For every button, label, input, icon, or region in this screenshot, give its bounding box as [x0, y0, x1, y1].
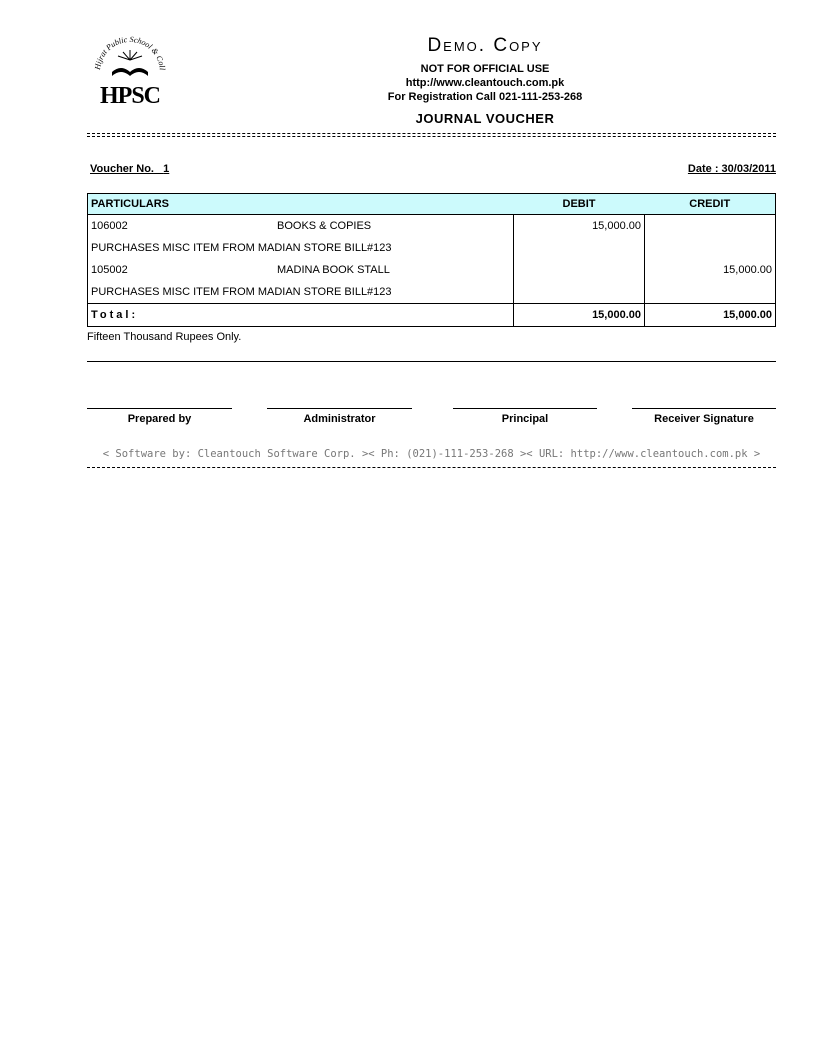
principal-label: Principal	[501, 413, 549, 425]
total-credit: 15,000.00	[645, 304, 776, 327]
total-row	[88, 304, 776, 327]
prepared-by-label: Prepared by	[127, 413, 192, 425]
footer-divider	[87, 467, 776, 468]
narration: PURCHASES MISC ITEM FROM MADIAN STORE BILL#123	[88, 281, 514, 304]
receiver-signature-label: Receiver Signature	[654, 413, 754, 425]
section-divider	[87, 361, 776, 362]
table-row	[88, 215, 776, 238]
header-divider-bottom	[87, 136, 776, 137]
account-name: BOOKS & COPIES	[277, 220, 372, 232]
signature-line-administrator	[267, 408, 412, 409]
account-code: 106002	[91, 220, 128, 232]
debit-amount	[514, 259, 645, 281]
account-name: MADINA BOOK STALL	[277, 264, 390, 276]
svg-text:HPSC: HPSC	[99, 83, 161, 109]
account-code: 105002	[91, 264, 128, 276]
svg-text:Hijrat Public School & College: Hijrat Public School & Coll	[93, 34, 167, 71]
debit-amount: 15,000.00	[514, 215, 645, 238]
particulars-header: PARTICULARS	[88, 194, 514, 215]
narration: PURCHASES MISC ITEM FROM MADIAN STORE BILL#123	[88, 237, 514, 259]
signature-line-receiver	[632, 408, 776, 409]
voucher-date: Date : 30/03/2011	[687, 163, 776, 175]
header-divider-top	[87, 133, 776, 134]
voucher-number: Voucher No. 1	[90, 163, 170, 175]
table-row	[88, 259, 776, 281]
total-debit: 15,000.00	[514, 304, 645, 327]
amount-in-words: Fifteen Thousand Rupees Only.	[87, 331, 242, 343]
school-logo	[90, 30, 170, 110]
website-url: http://www.cleantouch.com.pk	[405, 77, 565, 89]
software-credit-footer: < Software by: Cleantouch Software Corp. >< Ph: (021)-111-253-268 >< URL: http://www.cleantouch.com.pk >	[102, 448, 761, 460]
voucher-table	[87, 193, 776, 327]
table-header-row	[88, 194, 776, 215]
total-label: Total:	[88, 304, 514, 327]
registration-phone: For Registration Call 021-111-253-268	[387, 91, 583, 103]
not-official-notice: NOT FOR OFFICIAL USE	[420, 63, 550, 75]
administrator-label: Administrator	[303, 413, 376, 425]
table-row-narration	[88, 237, 776, 259]
signature-line-prepared	[87, 408, 232, 409]
credit-amount: 15,000.00	[645, 259, 776, 281]
debit-header: DEBIT	[514, 194, 645, 215]
credit-header: CREDIT	[645, 194, 776, 215]
signature-line-principal	[453, 408, 597, 409]
credit-amount	[645, 215, 776, 238]
document-title: JOURNAL VOUCHER	[415, 111, 555, 126]
table-row-narration	[88, 281, 776, 304]
demo-copy-title: Demo. Copy	[427, 35, 543, 56]
